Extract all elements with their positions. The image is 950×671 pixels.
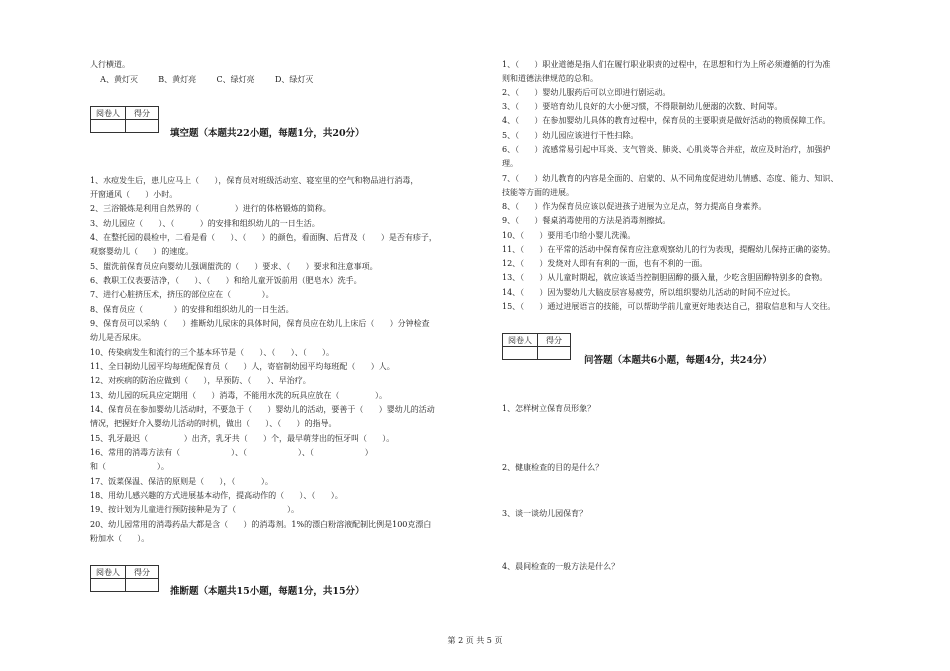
judge-line: 理。: [502, 159, 518, 168]
fill-line: 开窗通风（ ）小时。: [90, 190, 178, 199]
judge-line: 则和道德法律规范的总和。: [502, 74, 598, 83]
judge-line: 技能等方面的进展。: [502, 188, 574, 197]
fill-line: 17、饭菜保温、保洁的原则是（ ），（ ）。: [90, 477, 273, 486]
fill-line: 14、保育员在参加婴幼儿活动时，不要急于（ ）婴幼儿的活动，要善于（ ）婴幼儿的活动: [90, 405, 435, 414]
judge-line: 10、（ ）要用毛巾给小婴儿洗澡。: [502, 231, 636, 240]
qa-question-3: 3、谈一谈幼儿园保育？: [502, 509, 588, 518]
fill-section-title: 填空题（本题共22小题，每题1分，共20分）: [170, 128, 365, 139]
fill-line: 16、常用的消毒方法有（ ）、（ ）、（ ）: [90, 448, 373, 457]
qa-question-1: 1、怎样树立保育员形象？: [502, 404, 596, 413]
score-label: 得分: [126, 107, 159, 120]
fill-line: 3、幼儿园应（ ）、（ ）的安排和组织幼儿的一日生活。: [90, 219, 320, 228]
fill-line: 幼儿是否尿床。: [90, 333, 146, 342]
fill-line: 观察婴幼儿（ ）的速度。: [90, 247, 194, 256]
score-label: 得分: [538, 334, 571, 347]
fill-line: 8、保育员应（ ）的安排和组织幼儿的一日生活。: [90, 305, 294, 314]
intro-options: A、黄灯灭 B、黄灯亮 C、绿灯亮 D、绿灯灭: [90, 75, 314, 84]
fill-line: 11、全日制幼儿园平均每班配保育员（ ）人，寄宿制幼园平均每班配（ ）人。: [90, 362, 395, 371]
fill-line: 4、在整托园的晨检中，二看是看（ ）、（ ）的颜色，看面胸、后背及（ ）是否有疹子，: [90, 233, 437, 242]
score-box-judge: [90, 565, 159, 592]
judge-line: 9、（ ）餐桌消毒使用的方法是消毒剂擦拭。: [502, 216, 671, 225]
judge-line: 5、（ ）幼儿园应该进行干性扫除。: [502, 131, 639, 140]
judge-line: 7、（ ）幼儿教育的内容是全面的、启蒙的、从不同角度促进幼儿情感、态度、能力、知识、: [502, 174, 839, 183]
judge-line: 15、（ ）通过进展语言的技能，可以帮助学前儿童更好地表达自己，猎取信息和与人交往。: [502, 302, 836, 311]
reviewer-label: 阅卷人: [91, 107, 126, 120]
fill-line: 9、保育员可以采纳（ ）推断幼儿尿床的具体时间，保育员应在幼儿上床后（ ）分钟检查: [90, 319, 430, 328]
judge-line: 12、（ ）发烧对人即有有利的一面，也有不利的一面。: [502, 259, 708, 268]
judge-line: 3、（ ）要培育幼儿良好的大小便习惯，不得限制幼儿便溺的次数、时间等。: [502, 102, 783, 111]
reviewer-label: 阅卷人: [91, 566, 126, 579]
judge-line: 14、（ ）因为婴幼儿大脑皮层容易疲劳，所以组织婴幼儿活动的时间不应过长。: [502, 288, 796, 297]
fill-line: 15、乳牙最迟（ ）出齐，乳牙共（ ）个，最早萌芽出的恒牙叫（ ）。: [90, 434, 395, 443]
fill-line: 18、用幼儿感兴趣的方式进展基本动作，提高动作的（ ）、（ ）。: [90, 491, 343, 500]
score-label: 得分: [126, 566, 159, 579]
judge-line: 13、（ ）从儿童时期起，就应该适当控制胆固醇的摄入量，少吃含胆固醇特别多的食物。: [502, 273, 828, 282]
fill-line: 粉加水（ ）。: [90, 534, 150, 543]
fill-line: 10、传染病发生和流行的三个基本环节是（ ）、（ ）、（ ）。: [90, 348, 334, 357]
judge-line: 6、（ ）流感常易引起中耳炎、支气管炎、肺炎、心肌炎等合并症，故应及时治疗，加强护: [502, 145, 831, 154]
qa-question-2: 2、健康检查的目的是什么？: [502, 463, 604, 472]
fill-line: 20、幼儿园常用的消毒药品大都是含（ ）的消毒剂。1%的漂白粉溶液配制比例是100克漂白: [90, 520, 432, 529]
judge-line: 2、（ ）婴幼儿服药后可以立即进行剧运动。: [502, 88, 671, 97]
judge-line: 1、（ ）职业道德是指人们在履行职业职责的过程中，在思想和行为上所必须遵循的行为准: [502, 60, 831, 69]
reviewer-label: 阅卷人: [503, 334, 538, 347]
fill-line: 1、水痘发生后，患儿应马上（ ），保育员对班级活动室、寝室里的空气和物品进行消毒，: [90, 176, 419, 185]
judge-line: 8、（ ）作为保育员应该以促进孩子进展为立足点，努力提高自身素养。: [502, 202, 767, 211]
qa-question-4: 4、晨间检查的一般方法是什么？: [502, 562, 620, 571]
fill-line: 13、幼儿园的玩具应定期用（ ）消毒，不能用水洗的玩具应放在（ ）。: [90, 391, 388, 400]
fill-line: 7、进行心脏挤压术，挤压的部位应在（ ）。: [90, 290, 274, 299]
score-box-qa: [502, 333, 571, 360]
fill-line: 6、教职工仪表要洁净，（ ）、（ ）和给儿童开饭前用（肥皂水）洗手。: [90, 276, 362, 285]
judge-line: 4、（ ）在参加婴幼儿具体的教育过程中，保育员的主要职责是做好活动的物质保障工作。: [502, 116, 831, 125]
judge-line: 11、（ ）在平常的活动中保育保育应注意观察幼儿的行为表现，提醒幼儿保持正确的姿势。: [502, 245, 836, 254]
intro-line-1: 人行横道。: [90, 60, 130, 69]
fill-line: 12、对疾病的防治应做到（ ），早预防、（ ）、早治疗。: [90, 376, 311, 385]
judge-section-title: 推断题（本题共15小题，每题1分，共15分）: [170, 586, 365, 597]
qa-section-title: 问答题（本题共6小题，每题4分，共24分）: [584, 355, 772, 366]
page-number: 第 2 页 共 5 页: [447, 636, 503, 645]
fill-line: 5、盥洗前保育员应向婴幼儿强调盥洗的（ ）要求、（ ）要求和注意事项。: [90, 262, 378, 271]
fill-line: 和（ ）。: [90, 462, 169, 471]
score-box-fill: [90, 106, 159, 133]
fill-line: 19、按计划为儿童进行预防接种是为了（ ）。: [90, 505, 300, 514]
fill-line: 2、三浴锻炼是利用自然界的（ ）进行的体格锻炼的简称。: [90, 204, 331, 213]
fill-line: 情况，把握好介入婴幼儿活动的时机，做出（ ）、（ ）的指导。: [90, 419, 337, 428]
